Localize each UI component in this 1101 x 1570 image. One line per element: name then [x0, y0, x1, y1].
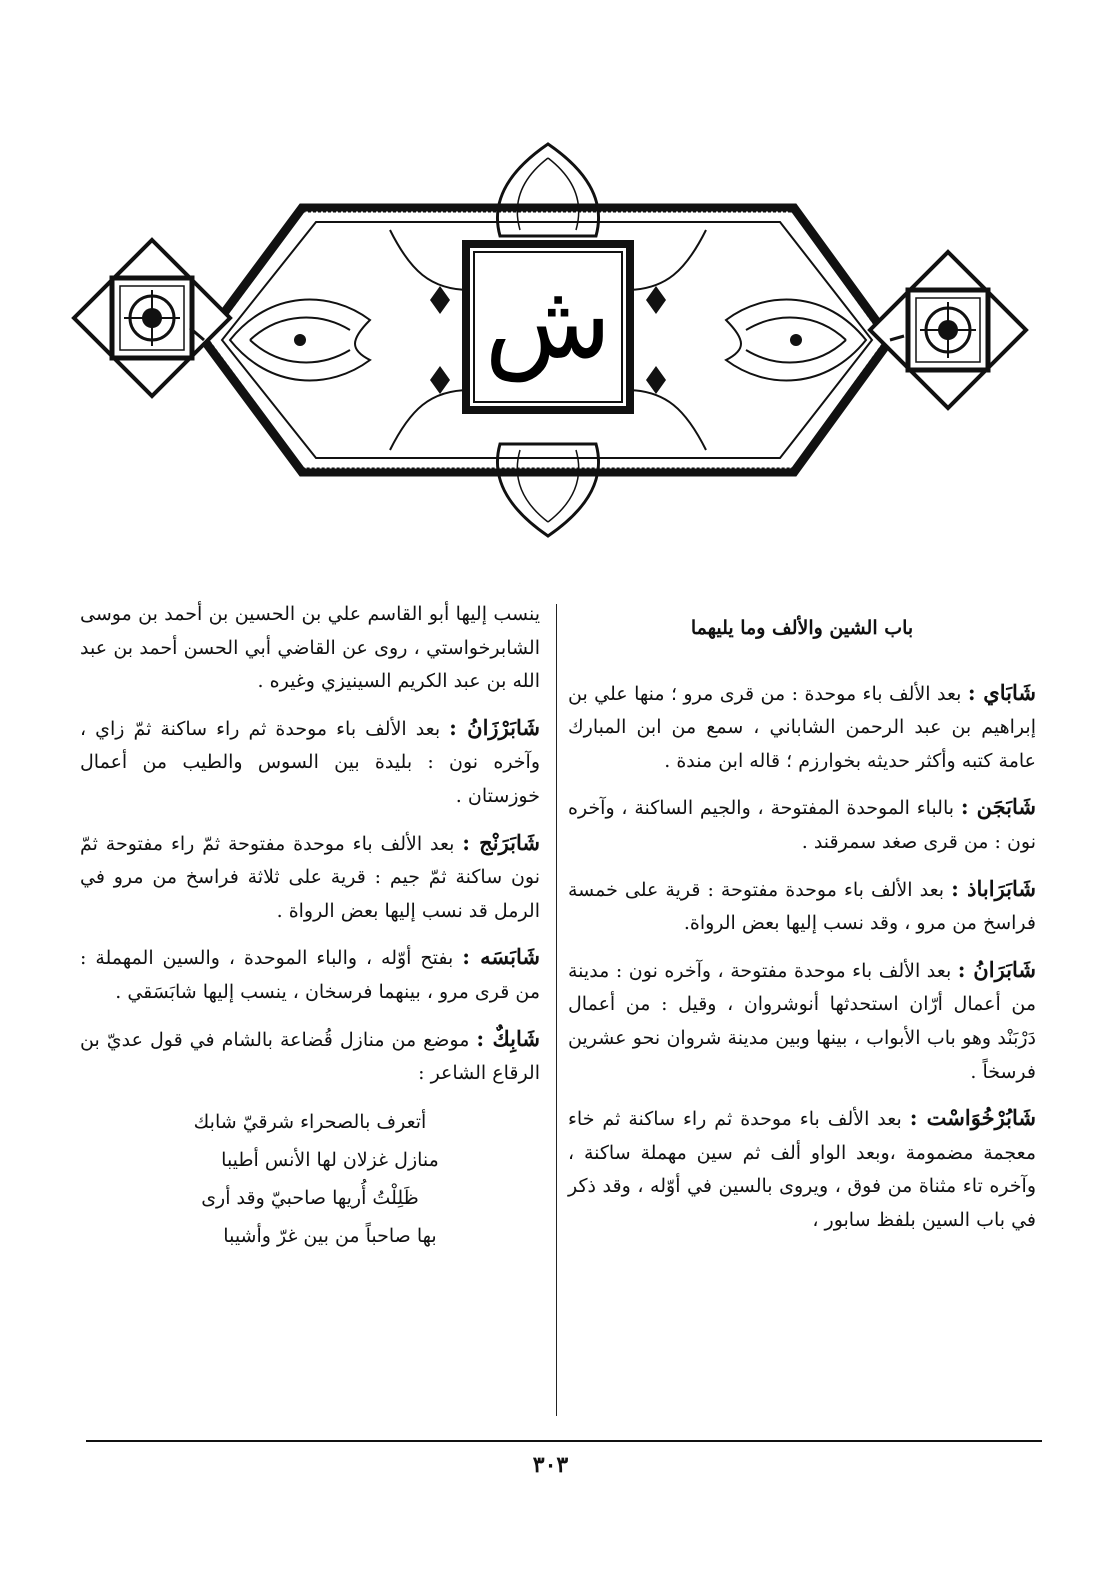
- entry-shaburkhuwast: [568, 1101, 1036, 1237]
- page-number: ٣٠٣: [532, 1452, 569, 1478]
- section-title: باب الشين والألف وما يليهما: [690, 617, 914, 639]
- entry-headword: شَابَاي :: [967, 679, 1036, 705]
- entry-text: بعد الألف باء موحدة ثم راء ساكنة ثمّ زاي ، وآخره نون : بليدة بين السوس والطيب من أعمال خوزستان .: [80, 717, 540, 807]
- header-ornament: [70, 140, 1030, 540]
- entry-text: بفتح أوّله ، والباء الموحدة ، والسين المهملة : من قرى مرو ، بينهما فرسخان ، ينسب إليها شابَسَقي .: [80, 947, 540, 1003]
- entry-shabarabadh: [568, 872, 1036, 941]
- entry-text: موضع من منازل قُضاعة بالشام في قول عديّ بن الرقاع الشاعر :: [80, 1028, 540, 1085]
- entry-headword: شَابَرَانُ :: [957, 956, 1036, 982]
- entry-shabasah: [80, 940, 540, 1009]
- poem: [80, 1103, 540, 1255]
- poem-verse-line: ظَلِلْتُ أُريها صاحبيّ وقد أرى: [201, 1186, 419, 1209]
- poem-verse-line: بها صاحباً من بين غرّ وأشيبا: [223, 1224, 437, 1247]
- entry-text: بعد الألف باء موحدة ثم راء ساكنة ثم خاء معجمة مضمومة ،وبعد الواو ألف ثم سين مهملة ساكنة ، وآخره تاء مثناة من فوق ، ويروى بالسين في أوّله ، وقد ذكر في باب السين بلفظ سابور ،: [568, 1108, 1036, 1231]
- entry-shabaran: [568, 953, 1036, 1089]
- left-column: [80, 598, 540, 1255]
- header-letter: ش: [484, 260, 612, 382]
- poem-verse-line: منازل غزلان لها الأنس أطيبا: [221, 1148, 439, 1171]
- entry-shabajan: [568, 790, 1036, 859]
- continuation-text: ينسب إليها أبو القاسم علي بن الحسين بن أحمد بن موسى الشابرخواستي ، روى عن القاضي أبي الحسن أحمد بن عبد الله بن عبد الكريم السينيزي وغيره .: [80, 603, 540, 693]
- entry-headword: شَابِكٌ :: [476, 1025, 540, 1051]
- entry-shabik: [80, 1022, 540, 1091]
- poem-verse-line: أتعرف بالصحراء شرقيّ شابك: [193, 1110, 427, 1133]
- right-column: [568, 598, 1036, 1250]
- entry-text: بعد الألف باء موحدة مفتوحة : قرية على خمسة فراسخ من مرو ، وقد نسب إليها بعض الرواة.: [568, 878, 1036, 935]
- entry-text: بالباء الموحدة المفتوحة ، والجيم الساكنة ، وآخره نون : من قرى صغد سمرقند .: [568, 797, 1036, 853]
- entry-headword: شَابُرْخُوَاسْت :: [909, 1105, 1036, 1131]
- entry-text: بعد الألف باء موحدة مفتوحة ثمّ راء مفتوحة ثمّ نون ساكنة ثمّ جيم : قرية على ثلاثة فراسخ من مرو في الرمل قد نسب إليها بعض الرواة .: [80, 832, 540, 922]
- entry-shabarzan: [80, 711, 540, 814]
- footer-rule: [86, 1440, 1042, 1442]
- entry-headword: شَابَرَاباذ :: [951, 875, 1036, 901]
- entry-text: بعد الألف باء موحدة مفتوحة ، وآخره نون : مدينة من أعمال أرّان استحدثها أنوشروان ، وقيل : من أعمال دَرْبَنْد وهو باب الأبواب ، بينها وبين مدينة شروان نحو عشرين فرسخاً .: [568, 959, 1036, 1083]
- entry-headword: شَابَسَه :: [462, 944, 540, 970]
- column-divider: [556, 604, 557, 1416]
- entry-headword: شَابَجَن :: [960, 794, 1036, 820]
- entry-shabaranj: [80, 826, 540, 929]
- entry-text: بعد الألف باء موحدة : من قرى مرو ؛ منها علي بن إبراهيم بن عبد الرحمن الشاباني ، سمع من ابن المبارك عامة كتبه وأكثر حديثه بخوارزم ؛ قاله ابن مندة .: [568, 682, 1036, 772]
- entry-headword: شَابَرْزَانُ :: [449, 714, 540, 740]
- entry-headword: شَابَرَنْج :: [462, 829, 540, 855]
- entry-shabay: [568, 676, 1036, 779]
